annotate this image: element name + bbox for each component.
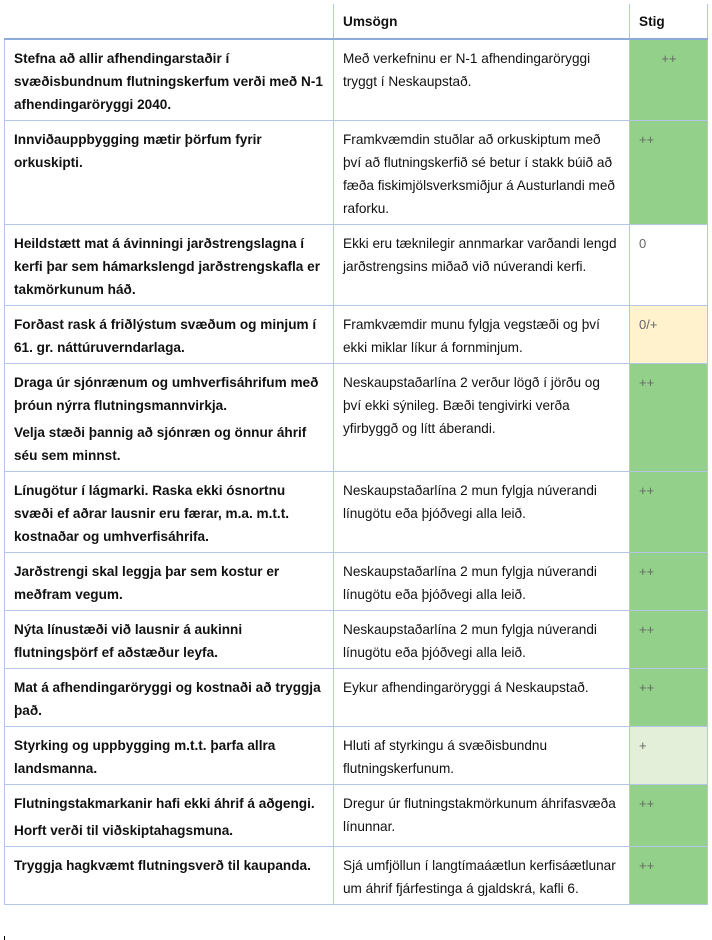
table-row — [5, 669, 708, 727]
table-row — [5, 727, 708, 785]
criterion-text: Flutningstakmarkanir hafi ekki áhrif á aðgengi. — [14, 796, 315, 811]
criterion-cell — [5, 669, 334, 727]
criterion-cell — [5, 553, 334, 611]
assessment-table — [4, 4, 708, 905]
criterion-cell — [5, 121, 334, 225]
score-cell: ++ — [630, 39, 708, 121]
header-score: Stig — [630, 4, 708, 39]
header-review: Umsögn — [334, 4, 630, 39]
review-cell: Ekki eru tæknilegir annmarkar varðandi lengd jarðstrengsins miðað við núverandi kerfi. — [334, 225, 630, 306]
criterion-text: Innviðauppbygging mætir þörfum fyrir orkuskipti. — [14, 132, 262, 170]
criterion-cell — [5, 364, 334, 472]
text-cursor — [4, 936, 5, 940]
review-cell: Neskaupstaðarlína 2 mun fylgja núverandi línugötu eða þjóðvegi alla leið. — [334, 611, 630, 669]
table-row — [5, 121, 708, 225]
table-row — [5, 364, 708, 472]
score-cell: ++ — [630, 553, 708, 611]
score-cell: ++ — [630, 472, 708, 553]
criterion-text: Forðast rask á friðlýstum svæðum og minjum í 61. gr. náttúruverndarlaga. — [14, 317, 317, 355]
score-cell: ++ — [630, 611, 708, 669]
review-cell: Hluti af styrkingu á svæðisbundnu flutningskerfunum. — [334, 727, 630, 785]
score-cell: 0 — [630, 225, 708, 306]
table-row — [5, 553, 708, 611]
header-row — [5, 4, 708, 39]
review-cell: Sjá umfjöllun í langtímaáætlun kerfisáætlunar um áhrif fjárfestinga á gjaldskrá, kafli 6. — [334, 847, 630, 905]
review-cell: Framkvæmdin stuðlar að orkuskiptum með því að flutningskerfið sé betur í stakk búið að fæða fiskimjölsverksmiðjur á Austurlandi með raforku. — [334, 121, 630, 225]
criterion-cell — [5, 727, 334, 785]
criterion-text: Línugötur í lágmarki. Raska ekki ósnortnu svæði ef aðrar lausnir eru færar, m.a. m.t.t. kostnaðar og umhverfisáhrifa. — [14, 483, 289, 544]
score-cell: ++ — [630, 121, 708, 225]
review-cell: Framkvæmdir munu fylgja vegstæði og því ekki miklar líkur á fornminjum. — [334, 306, 630, 364]
review-cell: Með verkefninu er N-1 afhendingaröryggi tryggt í Neskaupstað. — [334, 39, 630, 121]
criterion-text: Stefna að allir afhendingarstaðir í svæðisbundnum flutningskerfum verði með N-1 afhendingaröryggi 2040. — [14, 51, 323, 112]
score-cell: + — [630, 727, 708, 785]
score-cell: ++ — [630, 785, 708, 847]
criterion-text: Tryggja hagkvæmt flutningsverð til kaupanda. — [14, 858, 311, 873]
review-cell: Dregur úr flutningstakmörkunum áhrifasvæða línunnar. — [334, 785, 630, 847]
table-row — [5, 611, 708, 669]
table-row — [5, 472, 708, 553]
criterion-text: Velja stæði þannig að sjónræn og önnur áhrif séu sem minnst. — [14, 425, 307, 463]
table-row — [5, 225, 708, 306]
criterion-text: Mat á afhendingaröryggi og kostnaði að tryggja það. — [14, 680, 321, 718]
review-cell: Eykur afhendingaröryggi á Neskaupstað. — [334, 669, 630, 727]
score-cell: ++ — [630, 364, 708, 472]
criterion-text: Draga úr sjónrænum og umhverfisáhrifum með þróun nýrra flutningsmannvirkja. — [14, 375, 319, 413]
review-cell: Neskaupstaðarlína 2 verður lögð í jörðu og því ekki sýnileg. Bæði tengivirki verða yfirbyggð og lítt áberandi. — [334, 364, 630, 472]
table-body — [5, 39, 708, 905]
score-cell: ++ — [630, 669, 708, 727]
criterion-cell — [5, 785, 334, 847]
criterion-cell — [5, 472, 334, 553]
criterion-cell — [5, 39, 334, 121]
review-cell: Neskaupstaðarlína 2 mun fylgja núverandi línugötu eða þjóðvegi alla leið. — [334, 553, 630, 611]
criterion-text: Heildstætt mat á ávinningi jarðstrengslagna í kerfi þar sem hámarkslengd jarðstrengskafla er takmörkunum háð. — [14, 236, 320, 297]
header-criterion — [5, 4, 334, 39]
criterion-text: Jarðstrengi skal leggja þar sem kostur er meðfram vegum. — [14, 564, 280, 602]
criterion-cell — [5, 611, 334, 669]
criterion-cell — [5, 306, 334, 364]
table-row — [5, 39, 708, 121]
criterion-text: Nýta línustæði við lausnir á aukinni flutningsþörf ef aðstæður leyfa. — [14, 622, 243, 660]
criterion-cell — [5, 847, 334, 905]
score-cell: ++ — [630, 847, 708, 905]
table-row — [5, 306, 708, 364]
review-cell: Neskaupstaðarlína 2 mun fylgja núverandi línugötu eða þjóðvegi alla leið. — [334, 472, 630, 553]
criterion-text: Styrking og uppbygging m.t.t. þarfa allra landsmanna. — [14, 738, 276, 776]
score-cell: 0/+ — [630, 306, 708, 364]
table-row — [5, 785, 708, 847]
table-row — [5, 847, 708, 905]
criterion-text: Horft verði til viðskiptahagsmuna. — [14, 823, 234, 838]
criterion-cell — [5, 225, 334, 306]
